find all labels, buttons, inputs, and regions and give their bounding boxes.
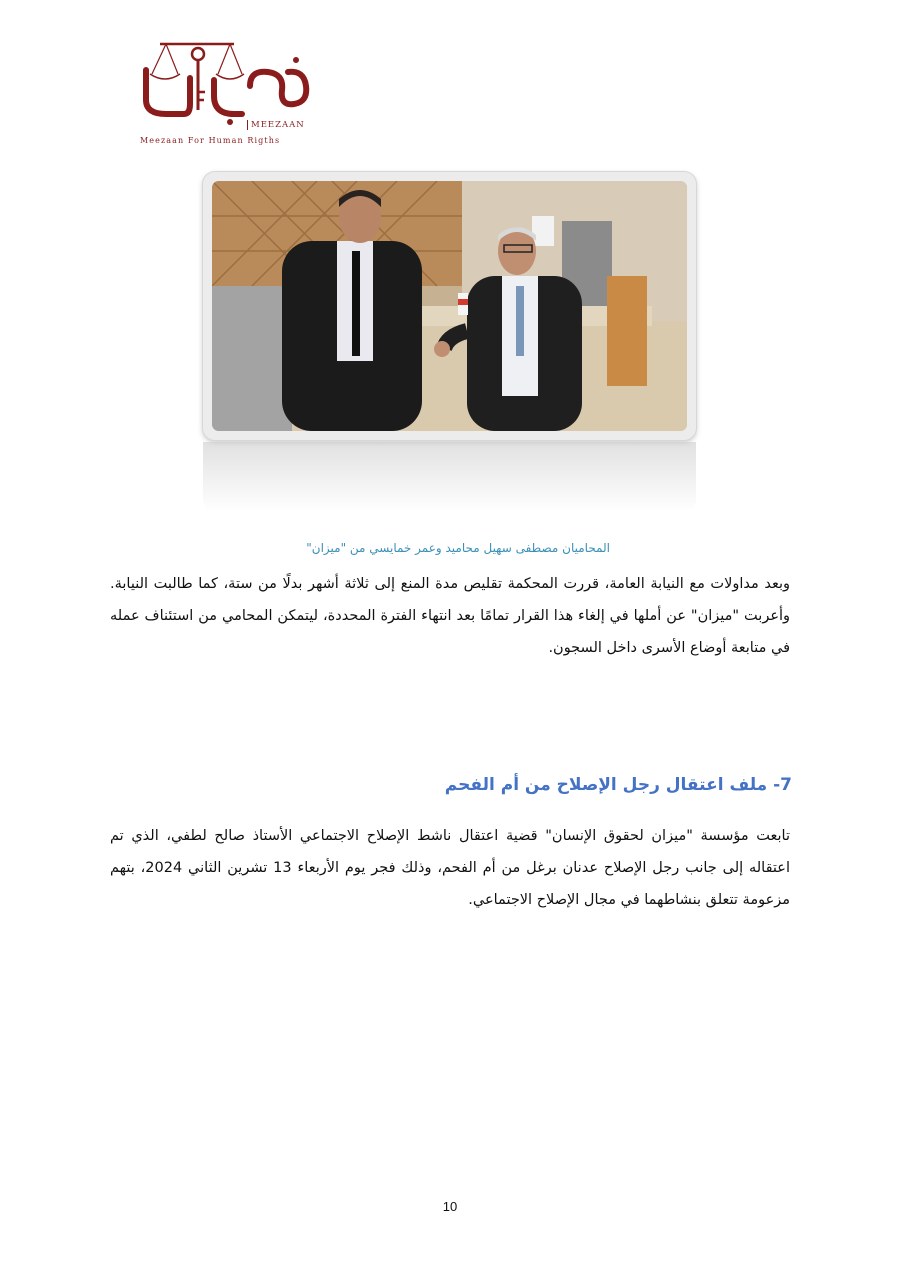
lawyers-photo xyxy=(212,181,687,431)
photo-reflection xyxy=(203,442,696,512)
section-heading: 7- ملف اعتقال رجل الإصلاح من أم الفحم xyxy=(444,775,792,795)
body-paragraph-1: وبعد مداولات مع النيابة العامة، قررت المحكمة تقليص مدة المنع إلى ثلاثة أشهر بدلًا من ستة، كما طالبت النيابة. وأعربت "ميزان" عن أملها في إلغاء هذا القرار تمامًا بعد انتهاء الفترة المحددة، ليتمكن المحامي من استئناف عمله في متابعة أوضاع الأسرى داخل السجون. xyxy=(110,576,790,656)
courthouse-photo-image xyxy=(212,181,687,431)
page-number: 10 xyxy=(442,1199,458,1214)
body-paragraph-2: تابعت مؤسسة "ميزان لحقوق الإنسان" قضية اعتقال ناشط الإصلاح الاجتماعي الأستاذ صالح لطفي، الذي تم اعتقاله إلى جانب رجل الإصلاح عدنان برغل من أم الفحم، وذلك فجر يوم الأربعاء 13 تشرين الثاني 2024، بتهم مزعومة تتعلق بنشاطهما في مجال الإصلاح الاجتماعي. xyxy=(110,828,790,908)
photo-caption: المحاميان مصطفى سهيل محاميد وعمر خمايسي من "ميزان" xyxy=(306,541,610,555)
logo-latin-name: MEEZAAN xyxy=(247,120,305,130)
photo-frame xyxy=(203,172,696,440)
scales-logo-icon xyxy=(138,30,318,130)
logo-tagline: Meezaan For Human Rigths xyxy=(140,136,281,145)
meezaan-logo xyxy=(138,30,318,148)
